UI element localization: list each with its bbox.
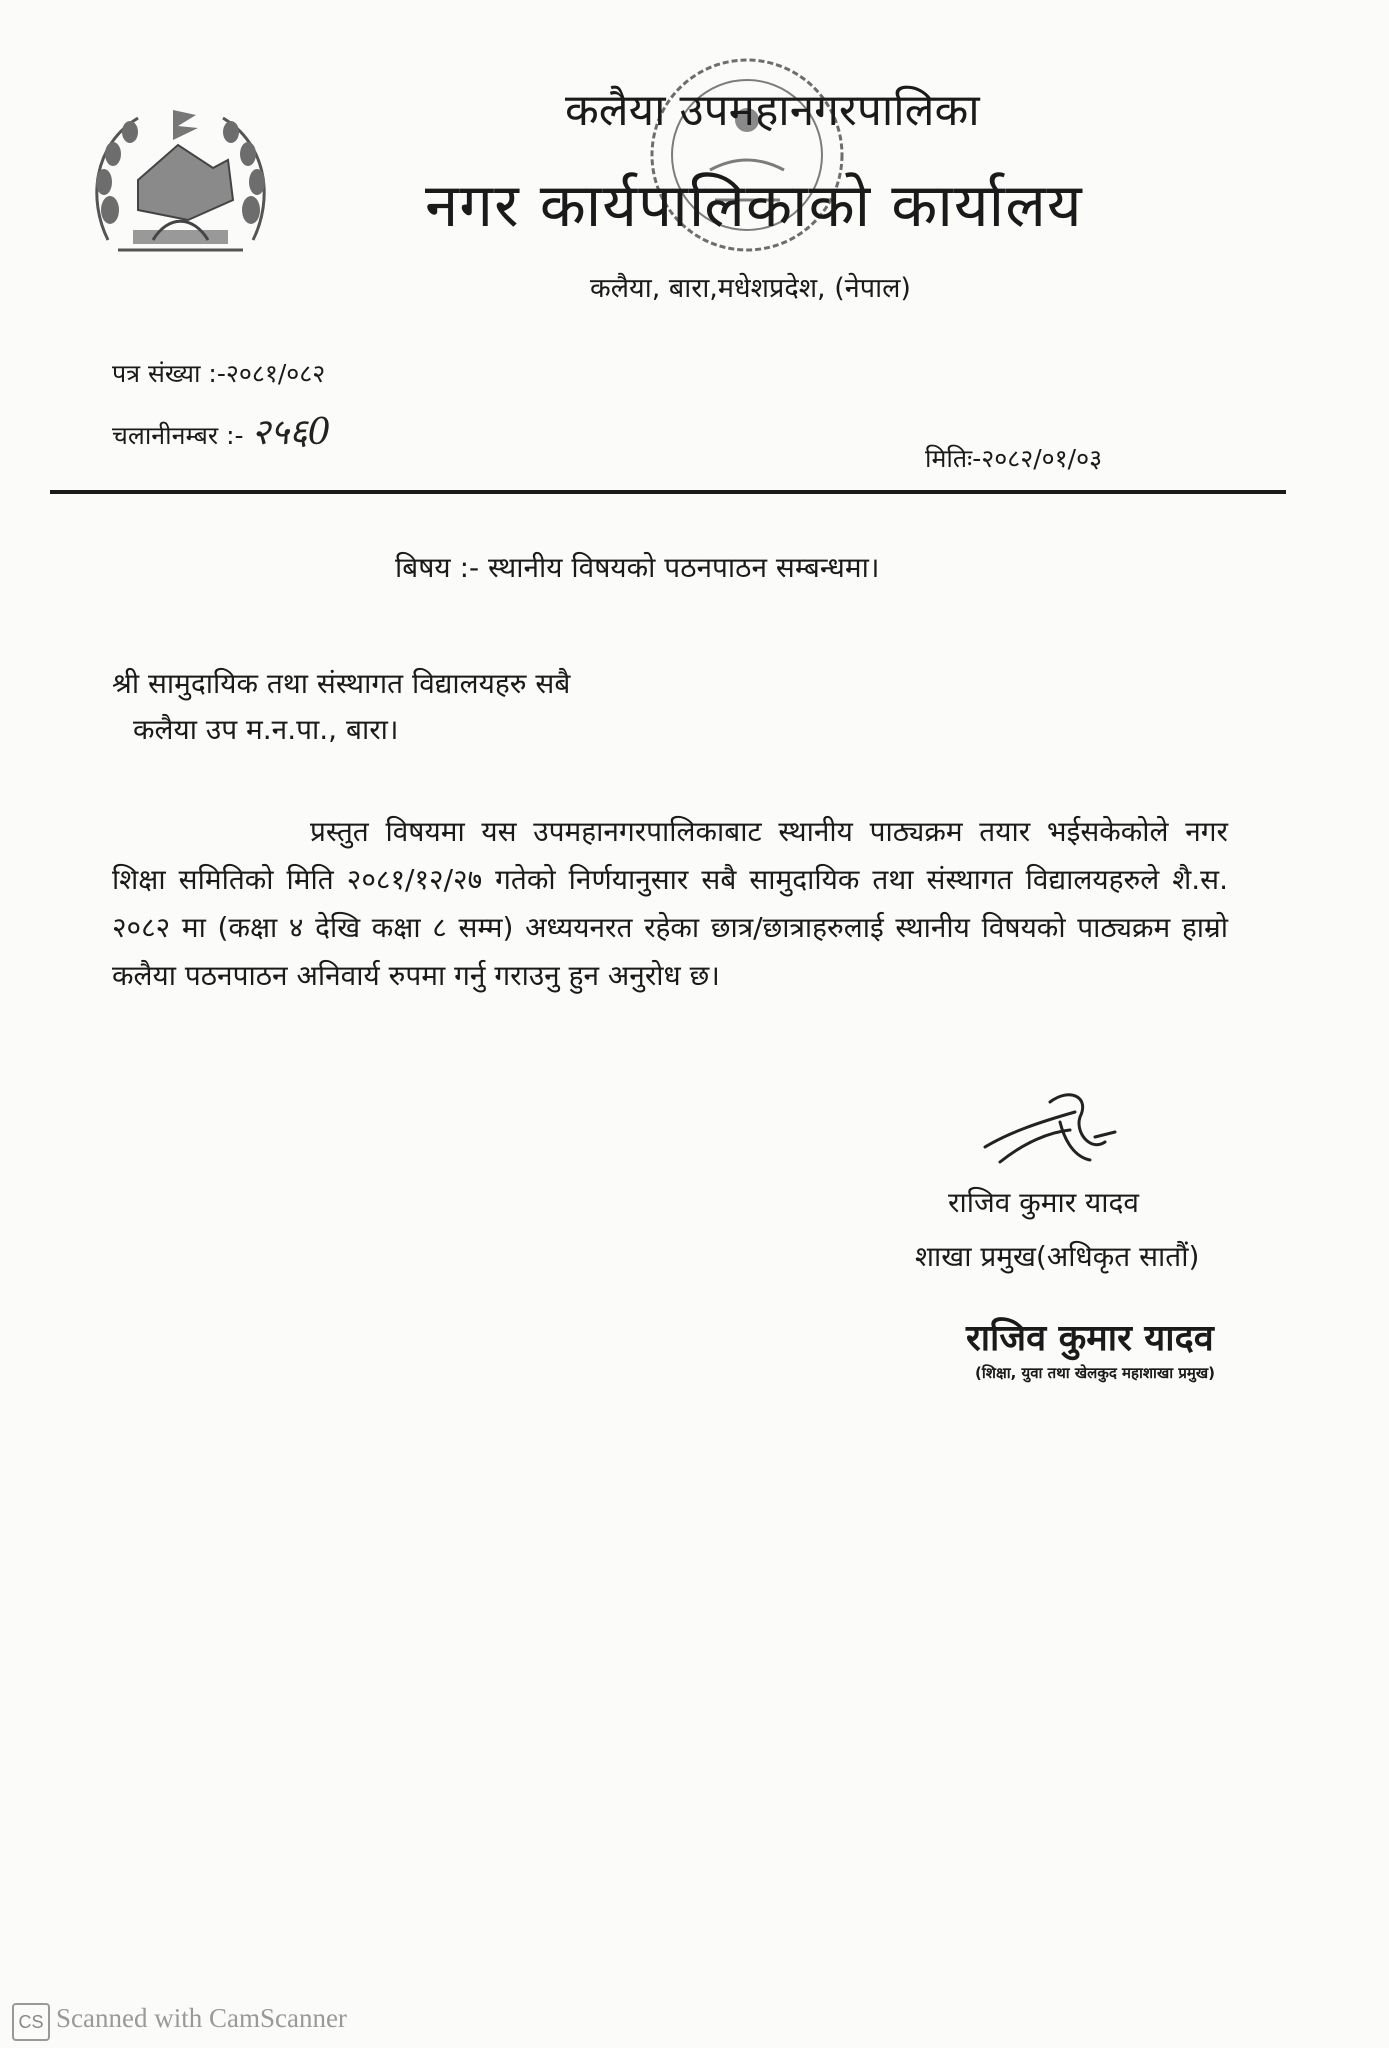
date-value: २०८२/०१/०३: [981, 444, 1103, 473]
signatory-name-stamp: राजिव कुमार यादव: [966, 1318, 1214, 1359]
office-address: कलैया, बारा,मधेशप्रदेश, (नेपाल): [590, 273, 911, 304]
handwritten-signature: [980, 1082, 1120, 1182]
letter-date: [925, 441, 1102, 475]
dispatch-number-value: २५६0: [251, 412, 331, 453]
signatory-designation: शाखा प्रमुख(अधिकृत सातौं): [915, 1240, 1200, 1273]
dispatch-number-label: चलानीनम्बर :-: [112, 421, 244, 450]
signatory-name: राजिव कुमार यादव: [948, 1186, 1139, 1219]
letter-body-text: प्रस्तुत विषयमा यस उपमहानगरपालिकाबाट स्थानीय पाठ्यक्रम तयार भईसकेकोले नगर शिक्षा समितिको मिति २०८१/१२/२७ गतेको निर्णयानुसार सबै सामुदायिक तथा संस्थागत विद्यालयहरुले शै.स. २०८२ मा (कक्षा ४ देखि कक्षा ८ सम्म) अध्ययनरत रहेका छात्र/छात्राहरुलाई स्थानीय विषयको पाठ्यक्रम हाम्रो कलैया पठनपाठन अनिवार्य रुपमा गर्नु गराउनु हुन अनुरोध छ।: [112, 815, 1228, 992]
date-label: मितिः-: [925, 444, 982, 473]
addressee-line-2: कलैया उप म.न.पा., बारा।: [133, 713, 399, 746]
municipality-name: कलैया उपमहानगरपालिका: [565, 85, 980, 136]
addressee-line-1: श्री सामुदायिक तथा संस्थागत विद्यालयहरु सबै: [112, 667, 571, 700]
camscanner-watermark: Scanned with CamScanner: [56, 2003, 347, 2033]
nepal-emblem-logo: [78, 90, 283, 275]
dispatch-number: [112, 406, 331, 455]
office-title: नगर कार्यपालिकाको कार्यालय: [425, 171, 1083, 241]
camscanner-logo: CS: [12, 2003, 50, 2041]
letter-number: [112, 356, 325, 390]
letter-number-label: पत्र संख्या :-: [112, 359, 226, 388]
signatory-stamp-subtitle: (शिक्षा, युवा तथा खेलकुद महाशाखा प्रमुख): [975, 1364, 1215, 1382]
letter-body: [112, 808, 1228, 1000]
letter-subject: बिषय :- स्थानीय विषयको पठनपाठन सम्बन्धमा।: [395, 551, 880, 584]
header-divider: [50, 490, 1286, 494]
letter-number-value: २०८१/०८२: [225, 359, 326, 388]
